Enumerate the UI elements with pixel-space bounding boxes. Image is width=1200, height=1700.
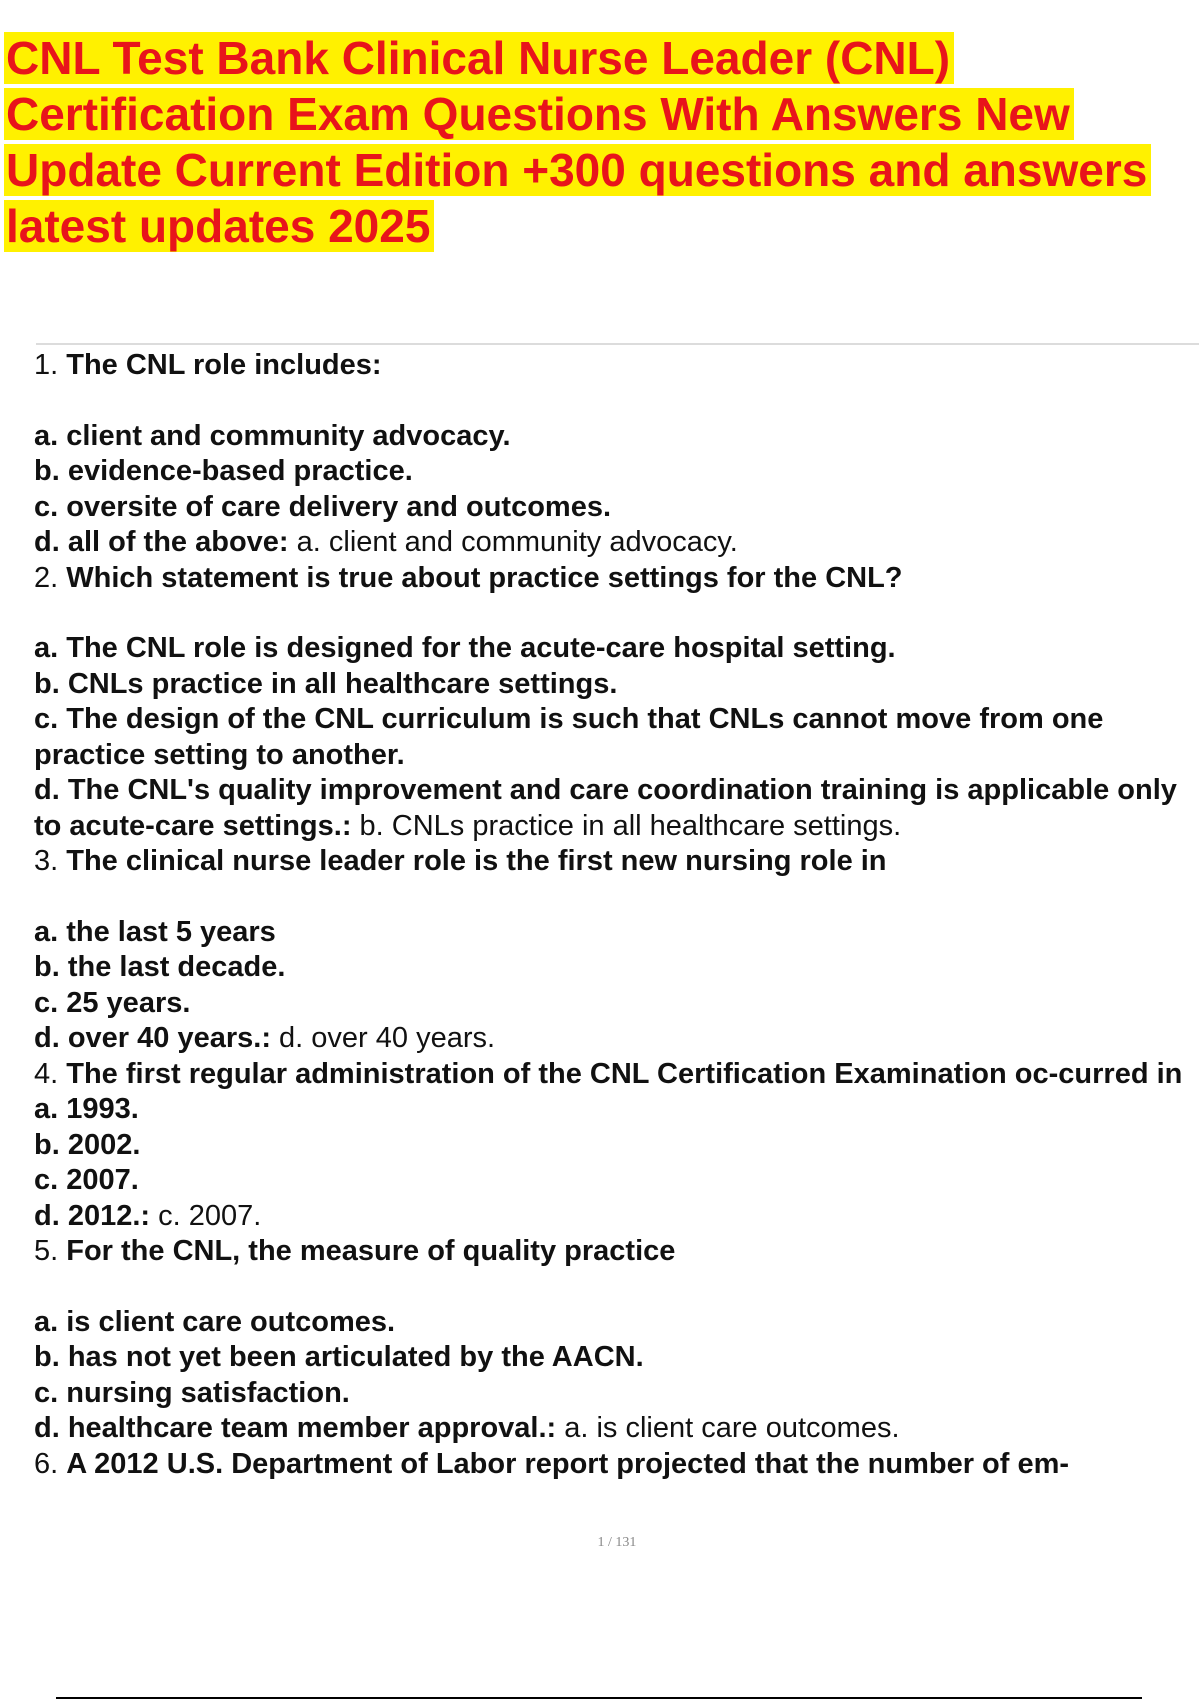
option-d: d. over 40 years.: xyxy=(34,1022,271,1054)
answer-text: a. is client care outcomes. xyxy=(564,1412,900,1444)
option-d-line xyxy=(34,1199,1200,1235)
question-number: 5. xyxy=(34,1235,59,1267)
question-number: 4. xyxy=(34,1057,59,1090)
document-title-text: CNL Test Bank Clinical Nurse Leader (CNL) Certification Exam Questions With Answers New Update Current Edition +300 questions and answers latest updates 2025 xyxy=(4,32,1151,252)
option-c: c. 25 years. xyxy=(34,986,191,1019)
title-divider xyxy=(36,343,1199,345)
answer-text: c. 2007. xyxy=(158,1199,262,1232)
option-a: a. the last 5 years xyxy=(34,915,276,948)
option-d: d. The CNL's quality improvement and care coordination training is applicable only to acute-care settings.: xyxy=(34,774,1177,842)
question-4-header xyxy=(34,1057,1200,1093)
option-b: b. has not yet been articulated by the AACN. xyxy=(34,1341,644,1373)
footer-divider xyxy=(56,1697,1142,1699)
option-c: c. nursing satisfaction. xyxy=(34,1376,350,1409)
page-number: 1 / 131 xyxy=(597,1535,637,1550)
option-d-line xyxy=(34,1411,1200,1447)
question-text: Which statement is true about practice settings for the CNL? xyxy=(66,561,903,594)
question-text: The first regular administration of the CNL Certification Examination oc-curred in xyxy=(66,1057,1183,1090)
option-b: b. evidence-based practice. xyxy=(34,455,413,487)
question-1 xyxy=(34,348,1200,561)
option-a: a. is client care outcomes. xyxy=(34,1305,396,1338)
question-2 xyxy=(34,561,1200,845)
option-b: b. 2002. xyxy=(34,1128,141,1161)
option-d-line xyxy=(34,1021,1200,1057)
question-5-header xyxy=(34,1234,1200,1270)
option-b: b. the last decade. xyxy=(34,951,286,983)
question-list xyxy=(34,348,1200,1482)
question-text: The CNL role includes: xyxy=(66,349,382,381)
question-number: 6. xyxy=(34,1447,59,1480)
option-c: c. The design of the CNL curriculum is such that CNLs cannot move from one practice setting to another. xyxy=(34,703,1104,771)
question-2-header xyxy=(34,561,1200,597)
answer-text: b. CNLs practice in all healthcare settings. xyxy=(359,809,902,842)
option-a: a. client and community advocacy. xyxy=(34,419,511,452)
answer-text: d. over 40 years. xyxy=(279,1022,496,1054)
option-d-line xyxy=(34,773,1200,844)
question-number: 3. xyxy=(34,845,59,877)
answer-text: a. client and community advocacy. xyxy=(296,526,738,558)
option-d: d. all of the above: xyxy=(34,526,289,558)
question-5 xyxy=(34,1234,1200,1447)
question-1-header xyxy=(34,348,1200,384)
question-text: The clinical nurse leader role is the first new nursing role in xyxy=(66,845,887,877)
question-3 xyxy=(34,844,1200,1057)
document-title xyxy=(4,30,1196,254)
question-text: For the CNL, the measure of quality practice xyxy=(66,1235,676,1267)
option-d-line xyxy=(34,525,1200,561)
question-6-header xyxy=(34,1447,1200,1483)
question-text: A 2012 U.S. Department of Labor report projected that the number of em- xyxy=(66,1447,1070,1480)
question-6 xyxy=(34,1447,1200,1483)
question-4 xyxy=(34,1057,1200,1235)
question-3-header xyxy=(34,844,1200,880)
option-c: c. 2007. xyxy=(34,1164,139,1196)
option-d: d. 2012.: xyxy=(34,1199,151,1232)
question-number: 1. xyxy=(34,349,59,381)
option-a: a. 1993. xyxy=(34,1093,139,1125)
option-d: d. healthcare team member approval.: xyxy=(34,1412,557,1444)
option-a: a. The CNL role is designed for the acute-care hospital setting. xyxy=(34,632,896,664)
question-number: 2. xyxy=(34,561,59,594)
option-c: c. oversite of care delivery and outcomes. xyxy=(34,490,612,523)
option-b: b. CNLs practice in all healthcare settings. xyxy=(34,667,618,700)
